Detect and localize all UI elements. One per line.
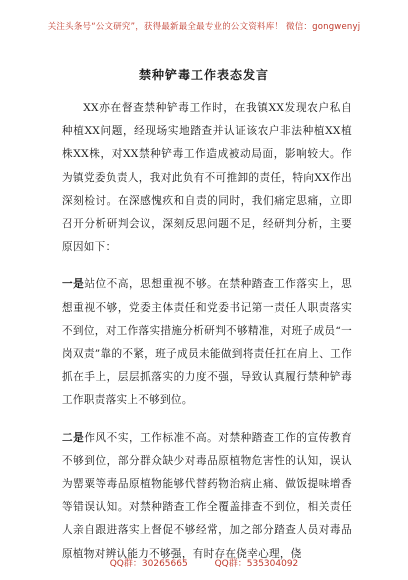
- point-two-paragraph: [62, 427, 352, 566]
- footer: [0, 556, 408, 569]
- header-banner: 关注头条号“公文研究”，获得最新最全最专业的公文资料库！ 微信：gongwenyj: [47, 22, 361, 32]
- intro-paragraph: XX亦在督查禁种铲毒工作时，在我镇XX发现农户私自种植XX问题，经现场实地踏查并认证该农户非法种植XX植株XX株，对XX禁种铲毒工作造成被动局面，影响较大。作为镇党委负责人，我对此负有不可推卸的责任，特向XX作出深刻检讨。在深感愧疚和自责的同时，我们痛定思痛，立即召开分析研判会议，深刻反思问题不足，经研判分析，主要原因如下：: [62, 102, 352, 254]
- point-two-lead: 二是: [62, 431, 85, 444]
- document-body: [62, 97, 352, 580]
- point-two-text: 作风不实，工作标准不高。对禁种踏查工作的宣传教育不够到位，部分群众缺少对毒品原植物危害性的认知，误认为罂粟等毒品原植物能够代替药物治病止痛、做饭提味增香等错误认知。对禁种踏查工作全覆盖排查不到位，相关责任人亲自跟进落实上督促不够经常，加之部分踏查人员对毒品原植物对辨认能力不够强，有时存在侥幸心理，侥: [62, 431, 352, 560]
- footer-qq-group-2: QQ群：535304092: [214, 559, 299, 569]
- point-one-text: 站位不高，思想重视不够。在禁种踏查工作落实上，思想重视不够，党委主体责任和党委书记第一责任人职责落实不到位，对工作落实措施分析研判不够精准，对班子成员“一岗双责”靠的不紧，班子成员未能做到将责任扛在肩上、工作抓在手上，层层抓落实的力度不强，导致认真履行禁种铲毒工作职责落实上不够到位。: [62, 278, 352, 407]
- page-title: 禁种铲毒工作表态发言: [138, 68, 269, 82]
- point-one-lead: 一是: [62, 278, 85, 291]
- footer-qq-group-1: QQ群：30265665: [109, 559, 188, 569]
- point-one-paragraph: [62, 273, 352, 412]
